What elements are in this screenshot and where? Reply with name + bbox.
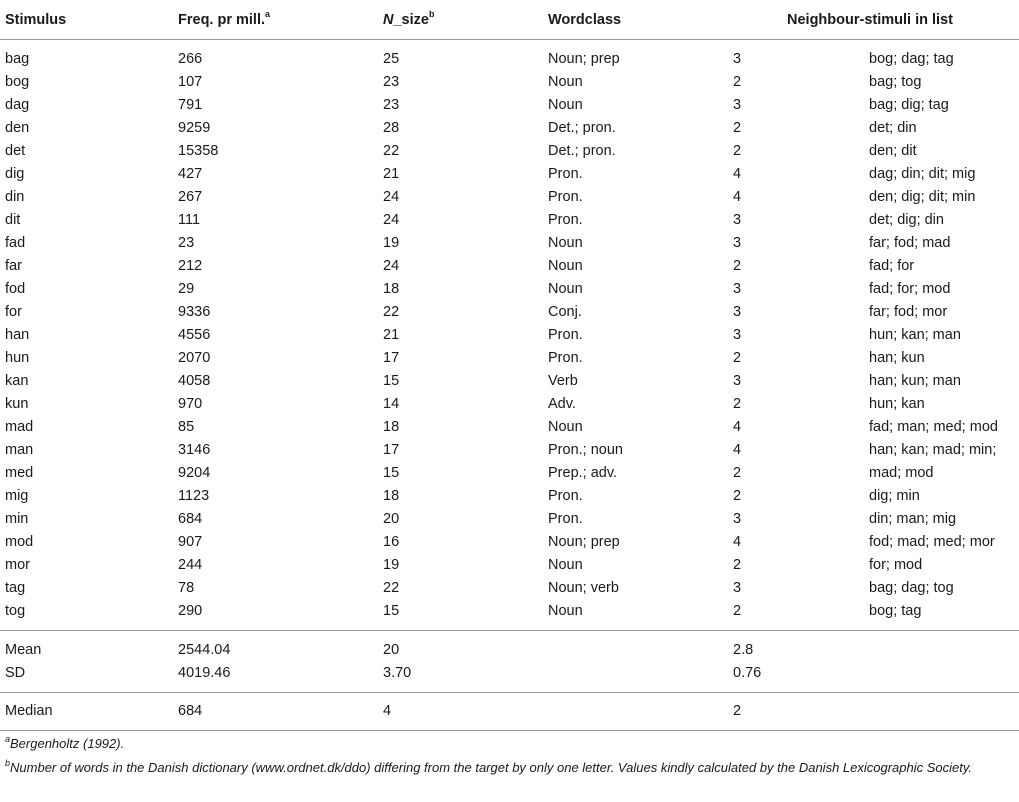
cell-freq: 3146 <box>178 442 211 458</box>
cell-freq: 111 <box>178 212 201 228</box>
cell-neighbours: hun; kan; man <box>869 327 961 343</box>
cell-freq: 290 <box>178 603 203 619</box>
table-header <box>0 8 1019 31</box>
cell-freq: 791 <box>178 97 203 113</box>
cell-stimulus: dit <box>5 212 21 228</box>
cell-freq: 9259 <box>178 120 211 136</box>
cell-nsize: 15 <box>383 373 400 389</box>
summary-freq: 2544.04 <box>178 642 231 658</box>
cell-neighbours: bag; tog <box>869 74 922 90</box>
cell-nsize: 22 <box>383 580 400 596</box>
cell-neighbour-count: 2 <box>733 74 742 90</box>
cell-neighbours: dig; min <box>869 488 920 504</box>
table-row <box>0 48 1019 71</box>
cell-neighbour-count: 3 <box>733 327 742 343</box>
table-row <box>0 508 1019 531</box>
cell-stimulus: mod <box>5 534 34 550</box>
table-row <box>0 439 1019 462</box>
cell-nsize: 17 <box>383 442 400 458</box>
header-nsize-rest: _size <box>393 12 429 28</box>
cell-nsize: 15 <box>383 603 400 619</box>
cell-neighbours: din; man; mig <box>869 511 957 527</box>
summary-row-sd <box>0 662 1019 685</box>
summary-label: Median <box>5 703 53 719</box>
summary-nsize: 20 <box>383 642 400 658</box>
summary-nsize: 3.70 <box>383 665 412 681</box>
cell-neighbours: bag; dig; tag <box>869 97 949 113</box>
header-divider <box>0 39 1019 40</box>
cell-wordclass: Verb <box>548 373 578 389</box>
cell-wordclass: Noun <box>548 97 583 113</box>
cell-wordclass: Pron.; noun <box>548 442 623 458</box>
cell-stimulus: han <box>5 327 30 343</box>
cell-nsize: 23 <box>383 97 400 113</box>
cell-neighbours: dag; din; dit; mig <box>869 166 976 182</box>
table-row <box>0 163 1019 186</box>
cell-neighbours: den; dig; dit; min <box>869 189 976 205</box>
cell-wordclass: Noun <box>548 419 583 435</box>
table-row <box>0 370 1019 393</box>
cell-nsize: 18 <box>383 488 400 504</box>
footnote-a-mark: a <box>5 733 11 744</box>
cell-neighbours: han; kun <box>869 350 925 366</box>
cell-stimulus: fod <box>5 281 26 297</box>
cell-neighbours: fad; for <box>869 258 915 274</box>
table-row <box>0 577 1019 600</box>
header-neighbour: Neighbour-stimuli in list <box>787 12 953 28</box>
cell-stimulus: det <box>5 143 26 159</box>
table-row <box>0 186 1019 209</box>
cell-freq: 4058 <box>178 373 211 389</box>
summary-freq: 4019.46 <box>178 665 231 681</box>
cell-stimulus: far <box>5 258 22 274</box>
cell-stimulus: med <box>5 465 34 481</box>
summary-count: 2 <box>733 703 742 719</box>
cell-neighbour-count: 2 <box>733 120 742 136</box>
cell-nsize: 14 <box>383 396 400 412</box>
summary-count: 0.76 <box>733 665 762 681</box>
cell-freq: 23 <box>178 235 195 251</box>
table-row <box>0 140 1019 163</box>
cell-nsize: 24 <box>383 258 400 274</box>
table-row <box>0 554 1019 577</box>
summary-freq: 684 <box>178 703 203 719</box>
cell-freq: 107 <box>178 74 203 90</box>
cell-freq: 78 <box>178 580 195 596</box>
cell-stimulus: dig <box>5 166 25 182</box>
cell-neighbours: fod; mad; med; mor <box>869 534 995 550</box>
cell-nsize: 15 <box>383 465 400 481</box>
table-row <box>0 94 1019 117</box>
cell-stimulus: tag <box>5 580 26 596</box>
table-row <box>0 324 1019 347</box>
cell-wordclass: Adv. <box>548 396 576 412</box>
cell-neighbours: han; kun; man <box>869 373 961 389</box>
cell-freq: 15358 <box>178 143 219 159</box>
footnote-b-text: Number of words in the Danish dictionary (www.ordnet.dk/ddo) differing from the target by only one letter. Values kindly calculated by the Danish Lexicographic Society. <box>10 760 973 775</box>
cell-neighbour-count: 4 <box>733 189 742 205</box>
cell-neighbour-count: 3 <box>733 51 742 67</box>
table-bottom-divider <box>0 730 1019 731</box>
table-row <box>0 416 1019 439</box>
cell-freq: 4556 <box>178 327 211 343</box>
cell-wordclass: Pron. <box>548 511 583 527</box>
median-divider <box>0 692 1019 693</box>
cell-neighbour-count: 2 <box>733 258 742 274</box>
table-row <box>0 278 1019 301</box>
cell-freq: 2070 <box>178 350 211 366</box>
cell-nsize: 23 <box>383 74 400 90</box>
summary-nsize: 4 <box>383 703 392 719</box>
cell-nsize: 25 <box>383 51 400 67</box>
cell-freq: 970 <box>178 396 203 412</box>
summary-divider <box>0 630 1019 631</box>
cell-freq: 85 <box>178 419 195 435</box>
cell-freq: 907 <box>178 534 203 550</box>
cell-nsize: 19 <box>383 557 400 573</box>
table-row <box>0 600 1019 623</box>
cell-neighbours: for; mod <box>869 557 923 573</box>
cell-neighbours: fad; man; med; mod <box>869 419 998 435</box>
summary-row-median <box>0 700 1019 723</box>
footnote-a <box>5 733 1015 754</box>
cell-wordclass: Pron. <box>548 212 583 228</box>
cell-neighbour-count: 3 <box>733 580 742 596</box>
cell-neighbours: bog; dag; tag <box>869 51 954 67</box>
table-row <box>0 209 1019 232</box>
header-nsize <box>383 8 434 32</box>
cell-wordclass: Pron. <box>548 166 583 182</box>
cell-freq: 266 <box>178 51 203 67</box>
cell-nsize: 19 <box>383 235 400 251</box>
cell-neighbours: hun; kan <box>869 396 925 412</box>
cell-wordclass: Pron. <box>548 350 583 366</box>
cell-freq: 9204 <box>178 465 211 481</box>
cell-neighbour-count: 3 <box>733 373 742 389</box>
cell-nsize: 20 <box>383 511 400 527</box>
cell-wordclass: Det.; pron. <box>548 143 616 159</box>
footnote-mark-b: b <box>428 9 435 20</box>
cell-neighbours: det; dig; din <box>869 212 944 228</box>
cell-stimulus: hun <box>5 350 30 366</box>
cell-neighbour-count: 4 <box>733 534 742 550</box>
footnote-a-text: Bergenholtz (1992). <box>10 736 125 751</box>
header-wordclass: Wordclass <box>548 12 622 28</box>
cell-neighbour-count: 2 <box>733 350 742 366</box>
cell-neighbours: bag; dag; tog <box>869 580 954 596</box>
cell-wordclass: Noun; prep <box>548 534 620 550</box>
table-row <box>0 71 1019 94</box>
cell-nsize: 18 <box>383 419 400 435</box>
cell-freq: 212 <box>178 258 203 274</box>
cell-neighbour-count: 3 <box>733 304 742 320</box>
cell-freq: 1123 <box>178 488 210 504</box>
cell-stimulus: bag <box>5 51 30 67</box>
cell-neighbour-count: 3 <box>733 511 742 527</box>
header-stimulus: Stimulus <box>5 12 67 28</box>
cell-stimulus: for <box>5 304 22 320</box>
cell-wordclass: Noun; prep <box>548 51 620 67</box>
cell-stimulus: mig <box>5 488 29 504</box>
cell-neighbour-count: 3 <box>733 281 742 297</box>
cell-wordclass: Pron. <box>548 189 583 205</box>
table-row <box>0 531 1019 554</box>
summary-label: Mean <box>5 642 42 658</box>
table-row <box>0 301 1019 324</box>
cell-neighbour-count: 4 <box>733 442 742 458</box>
summary-label: SD <box>5 665 26 681</box>
cell-wordclass: Conj. <box>548 304 582 320</box>
header-freq-label: Freq. pr mill. <box>178 12 266 28</box>
cell-stimulus: fad <box>5 235 26 251</box>
cell-neighbour-count: 3 <box>733 235 742 251</box>
cell-neighbour-count: 2 <box>733 488 742 504</box>
cell-wordclass: Pron. <box>548 327 583 343</box>
cell-wordclass: Noun <box>548 74 583 90</box>
cell-wordclass: Noun <box>548 557 583 573</box>
footnote-b-mark: b <box>5 757 11 768</box>
cell-freq: 29 <box>178 281 195 297</box>
cell-neighbour-count: 2 <box>733 603 742 619</box>
cell-freq: 267 <box>178 189 203 205</box>
cell-neighbour-count: 4 <box>733 166 742 182</box>
cell-nsize: 22 <box>383 304 400 320</box>
table-row <box>0 393 1019 416</box>
cell-stimulus: mor <box>5 557 30 573</box>
cell-stimulus: kun <box>5 396 29 412</box>
cell-neighbour-count: 2 <box>733 396 742 412</box>
cell-wordclass: Noun <box>548 603 583 619</box>
cell-neighbours: det; din <box>869 120 917 136</box>
table-row <box>0 485 1019 508</box>
cell-neighbour-count: 2 <box>733 557 742 573</box>
cell-neighbours: far; fod; mor <box>869 304 948 320</box>
cell-freq: 9336 <box>178 304 211 320</box>
summary-row-mean <box>0 639 1019 662</box>
cell-wordclass: Noun <box>548 258 583 274</box>
cell-stimulus: bog <box>5 74 30 90</box>
cell-stimulus: dag <box>5 97 30 113</box>
cell-nsize: 24 <box>383 189 400 205</box>
cell-stimulus: tog <box>5 603 26 619</box>
cell-nsize: 22 <box>383 143 400 159</box>
table-row <box>0 232 1019 255</box>
cell-neighbours: han; kan; mad; min; <box>869 442 997 458</box>
cell-neighbour-count: 3 <box>733 97 742 113</box>
cell-nsize: 17 <box>383 350 400 366</box>
cell-neighbours: mad; mod <box>869 465 934 481</box>
cell-nsize: 16 <box>383 534 400 550</box>
table-row <box>0 255 1019 278</box>
cell-wordclass: Prep.; adv. <box>548 465 618 481</box>
cell-wordclass: Pron. <box>548 488 583 504</box>
summary-count: 2.8 <box>733 642 754 658</box>
cell-stimulus: din <box>5 189 25 205</box>
cell-neighbour-count: 3 <box>733 212 742 228</box>
cell-nsize: 21 <box>383 327 400 343</box>
cell-wordclass: Noun <box>548 235 583 251</box>
cell-wordclass: Det.; pron. <box>548 120 616 136</box>
cell-nsize: 28 <box>383 120 400 136</box>
table-row <box>0 347 1019 370</box>
cell-stimulus: den <box>5 120 30 136</box>
cell-stimulus: kan <box>5 373 29 389</box>
cell-stimulus: man <box>5 442 34 458</box>
cell-stimulus: min <box>5 511 29 527</box>
cell-nsize: 24 <box>383 212 400 228</box>
cell-freq: 684 <box>178 511 203 527</box>
table-row <box>0 117 1019 140</box>
cell-freq: 244 <box>178 557 203 573</box>
cell-freq: 427 <box>178 166 203 182</box>
cell-neighbour-count: 2 <box>733 143 742 159</box>
cell-neighbour-count: 4 <box>733 419 742 435</box>
cell-neighbour-count: 2 <box>733 465 742 481</box>
cell-neighbours: den; dit <box>869 143 917 159</box>
cell-nsize: 18 <box>383 281 400 297</box>
cell-stimulus: mad <box>5 419 34 435</box>
cell-wordclass: Noun; verb <box>548 580 619 596</box>
cell-wordclass: Noun <box>548 281 583 297</box>
table-row <box>0 462 1019 485</box>
cell-neighbours: far; fod; mad <box>869 235 951 251</box>
footnote-mark-a: a <box>265 9 271 20</box>
footnote-b <box>5 757 1015 778</box>
header-freq <box>178 8 270 32</box>
header-nsize-n: N <box>383 12 394 28</box>
cell-neighbours: bog; tag <box>869 603 922 619</box>
cell-neighbours: fad; for; mod <box>869 281 951 297</box>
cell-nsize: 21 <box>383 166 400 182</box>
